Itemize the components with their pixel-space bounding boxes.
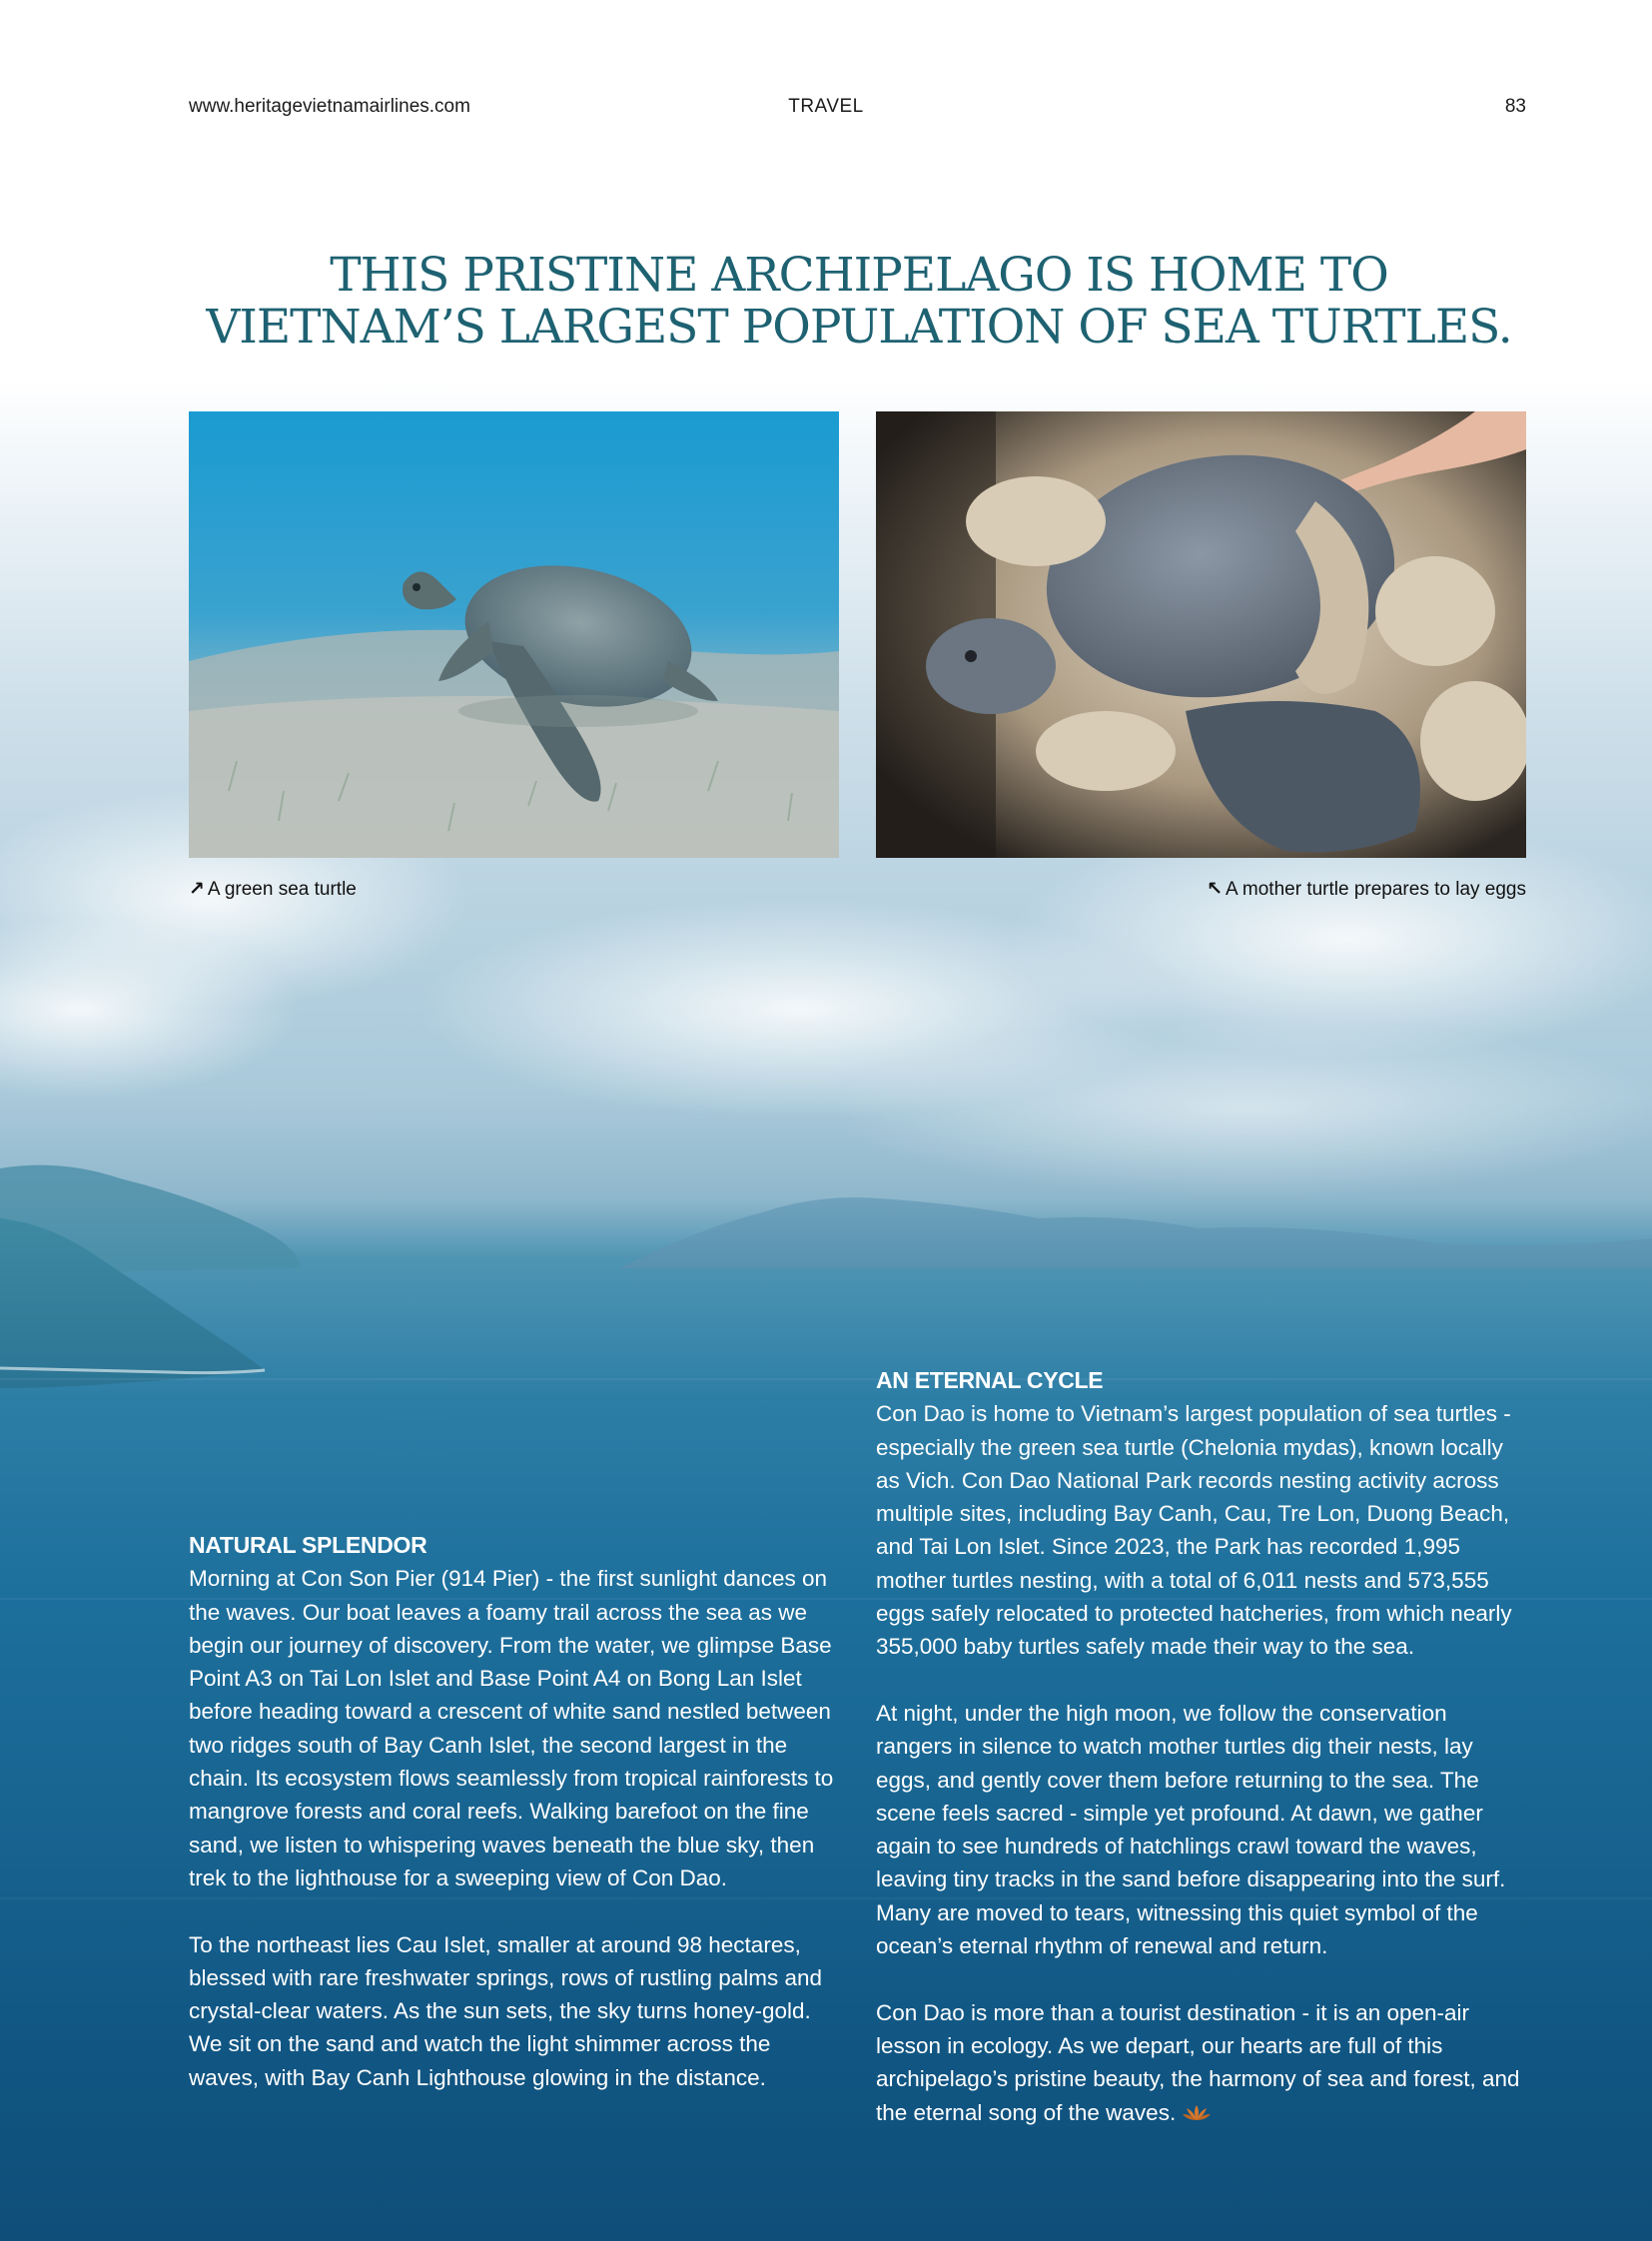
article-column-left: [189, 1529, 839, 2094]
photo-green-sea-turtle: [189, 411, 839, 858]
mother-turtle-image: [876, 411, 1526, 858]
paragraph-final-text: Con Dao is more than a tourist destination - it is an open-air lesson in ecology. As we depart, our hearts are full of this archipelago’s pristine beauty, the harmony of sea and forest, and the eternal song of the waves.: [876, 1999, 1520, 2125]
caption-mother-turtle: [1207, 878, 1526, 901]
paragraph: At night, under the high moon, we follow the conservation rangers in silence to watch mother turtles dig their nests, lay eggs, and gently cover them before returning to the sea. The scene feels sacred - simple yet profound. At dawn, we gather again to see hundreds of hatchlings crawl toward the waves, leaving tiny tracks in the sand before disappearing into the surf. Many are moved to tears, witnessing this quiet symbol of the ocean’s eternal rhythm of renewal and return.: [876, 1700, 1506, 1959]
section-heading-natural-splendor: NATURAL SPLENDOR: [189, 1532, 427, 1558]
caption-text: A green sea turtle: [207, 879, 357, 900]
arrow-up-right-icon: ↗: [189, 879, 205, 900]
arrow-up-left-icon: ↖: [1207, 879, 1223, 900]
page-number: 83: [1504, 96, 1526, 117]
section-heading-eternal-cycle: AN ETERNAL CYCLE: [876, 1367, 1104, 1393]
pull-quote: [160, 250, 1558, 354]
article-column-right: [876, 1364, 1526, 2131]
lotus-end-mark-icon: [1182, 2098, 1212, 2131]
pull-quote-line-1: THIS PRISTINE ARCHIPELAGO IS HOME TO: [330, 248, 1388, 303]
paragraph: To the northeast lies Cau Islet, smaller at around 98 hectares, blessed with rare freshwater springs, rows of rustling palms and crystal-clear waters. As the sun sets, the sky turns honey-gold. We sit on the sand and watch the light shimmer across the waves, with Bay Canh Lighthouse glowing in the distance.: [189, 1931, 823, 2090]
caption-green-sea-turtle: [189, 878, 357, 901]
paragraph-final: [876, 1996, 1526, 2131]
section-label: TRAVEL: [788, 96, 864, 117]
green-sea-turtle-image: [189, 411, 839, 858]
paragraph: Morning at Con Son Pier (914 Pier) - the first sunlight dances on the waves. Our boat leaves a foamy trail across the sea as we begin our journey of discovery. From the water, we glimpse Base Point A3 on Tai Lon Islet and Base Point A4 on Bong Lan Islet before heading toward a crescent of white sand nestled between two ridges south of Bay Canh Islet, the second largest in the chain. Its ecosystem flows seamlessly from tropical rainforests to mangrove forests and coral reefs. Walking barefoot on the fine sand, we listen to whispering waves beneath the blue sky, then trek to the lighthouse for a sweeping view of Con Dao.: [189, 1566, 834, 1890]
website-url[interactable]: www.heritagevietnamairlines.com: [189, 96, 470, 117]
pull-quote-line-2: VIETNAM’S LARGEST POPULATION OF SEA TURTLES.: [206, 300, 1512, 355]
caption-text: A mother turtle prepares to lay eggs: [1226, 879, 1526, 900]
photo-mother-turtle: [876, 411, 1526, 858]
paragraph: Con Dao is home to Vietnam’s largest population of sea turtles - especially the green sea turtle (Chelonia mydas), known locally as Vich. Con Dao National Park records nesting activity across multiple sites, including Bay Canh, Cau, Tre Lon, Duong Beach, and Tai Lon Islet. Since 2023, the Park has recorded 1,995 mother turtles nesting, with a total of 6,011 nests and 573,555 eggs safely relocated to protected hatcheries, from which nearly 355,000 baby turtles safely made their way to the sea.: [876, 1401, 1512, 1660]
